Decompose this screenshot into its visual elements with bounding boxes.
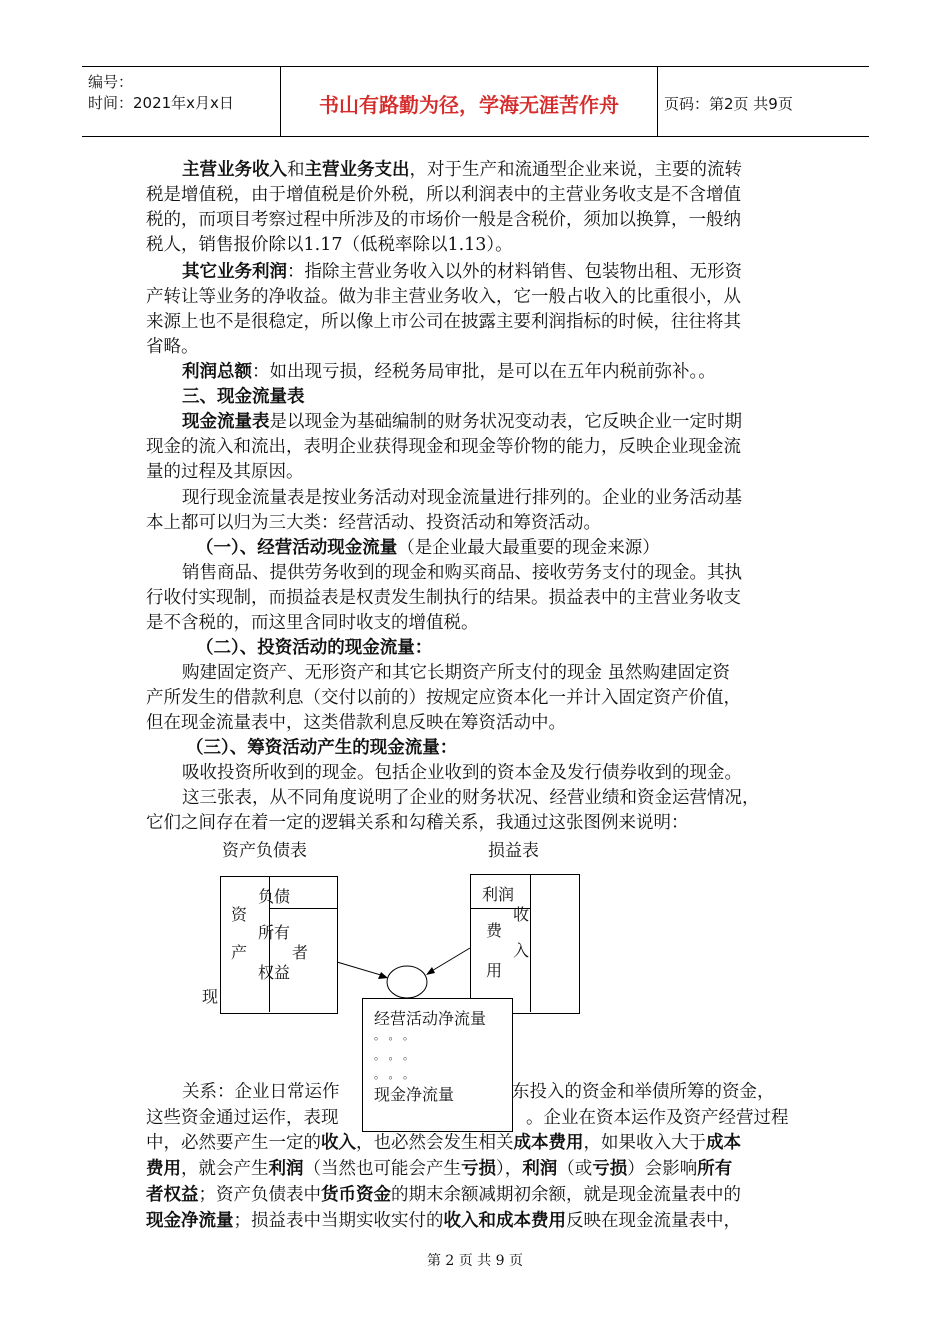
expense-label: 用 [486,961,503,980]
cash-flow-line: 现金净流量 [374,1085,455,1104]
paragraph-line: 现金的流入和流出，表明企业获得现金和现金等价物的能力，反映企业现金流 [146,437,741,457]
equity-label: 所有 [258,923,291,942]
paragraph-line: 这些资金通过运作，表现 [146,1108,339,1128]
liability-label: 负债 [258,887,291,906]
paragraph-line: 东投入的资金和举债所筹的资金， [512,1082,775,1102]
paragraph-line: 其它业务利润：指除主营业务收入以外的材料销售、包装物出租、无形资 [182,262,742,282]
paragraph-line: 税人，销售报价除以1.17（低税率除以1.13）。 [146,235,513,255]
paragraph-line: 关系：企业日常运作 [182,1082,340,1102]
paragraph-line: 省略。 [146,337,199,357]
paragraph-line: 费用，就会产生利润（当然也可能会产生亏损），利润（或亏损）会影响所有 [146,1159,733,1179]
paragraph-line: 它们之间存在着一定的逻辑关系和勾稽关系，我通过这张图例来说明： [146,813,689,833]
subheading: （一）、经营活动现金流量（是企业最大最重要的现金来源） [196,538,660,558]
paragraph-line: 现金流量表是以现金为基础编制的财务状况变动表，它反映企业一定时期 [182,412,742,432]
number-label: 编号： [88,73,134,91]
time-label: 时间：2021年x月x日 [88,94,234,112]
cash-flow-dots: 。 。 。 [374,1068,414,1081]
cash-flow-dots: 。 。 。 [374,1049,414,1062]
cash-flow-dots: 。 。 。 [374,1029,414,1042]
paragraph-line: 行收付实现制，而损益表是权责发生制执行的结果。损益表中的主营业务收支 [146,588,741,608]
income-statement-title: 损益表 [488,841,539,861]
subheading: （三）、筹资活动产生的现金流量： [186,738,458,758]
paragraph-line: 税的，而项目考察过程中所涉及的市场价一般是含税价，须加以换算，一般纳 [146,210,741,230]
paragraph-line: 者权益；资产负债表中货币资金的期末余额减期初余额，就是现金流量表中的 [146,1185,741,1205]
paragraph-line: 吸收投资所收到的现金。包括企业收到的资本金及发行债券收到的现金。 [182,763,742,783]
equity-label: 权益 [258,963,291,982]
paragraph-line: 。企业在资本运作及资产经营过程 [526,1108,789,1128]
balance-sheet-title: 资产负债表 [222,841,307,861]
section-heading: 三、现金流量表 [182,387,305,407]
paragraph-line: 中，必然要产生一定的收入，也必然会发生相关成本费用，如果收入大于成本 [146,1133,741,1153]
paragraph-line: 购建固定资产、无形资产和其它长期资产所支付的现金 虽然购建固定资 [182,663,731,683]
paragraph-line: 主营业务收入和主营业务支出，对于生产和流通型企业来说，主要的流转 [182,160,742,180]
subheading: （二）、投资活动的现金流量： [196,638,433,658]
revenue-label: 入 [513,941,530,960]
motto: 书山有路勤为径，学海无涯苦作舟 [319,93,619,117]
revenue-label: 收 [513,905,530,924]
asset-label: 产 [231,943,248,962]
page-info: 页码：第2页 共9页 [664,95,793,113]
paragraph-line: 是不含税的，而这里含同时收支的增值税。 [146,613,479,633]
paragraph-line: 产所发生的借款利息（交付以前的）按规定应资本化一并计入固定资产价值， [146,688,741,708]
paragraph-line: 产转让等业务的净收益。做为非主营业务收入，它一般占收入的比重很小，从 [146,287,741,307]
equity-label: 者 [292,943,309,962]
cash-label: 现 [202,987,219,1006]
paragraph-line: 这三张表，从不同角度说明了企业的财务状况、经营业绩和资金运营情况， [182,788,760,808]
asset-label: 资 [231,905,248,924]
paragraph-line: 量的过程及其原因。 [146,462,304,482]
paragraph-line: 本上都可以归为三大类：经营活动、投资活动和筹资活动。 [146,513,601,533]
cash-flow-line: 经营活动净流量 [374,1009,487,1028]
paragraph-line: 税是增值税，由于增值税是价外税，所以利润表中的主营业务收支是不含增值 [146,185,741,205]
paragraph-line: 但在现金流量表中，这类借款利息反映在筹资活动中。 [146,713,566,733]
profit-label: 利润 [482,885,515,904]
paragraph-line: 现金净流量；损益表中当期实收实付的收入和成本费用反映在现金流量表中， [146,1211,741,1231]
paragraph-line: 现行现金流量表是按业务活动对现金流量进行排列的。企业的业务活动基 [182,488,742,508]
page-footer: 第 2 页 共 9 页 [426,1253,524,1269]
paragraph-line: 销售商品、提供劳务收到的现金和购买商品、接收劳务支付的现金。其执 [182,563,742,583]
paragraph-line: 利润总额：如出现亏损，经税务局审批，是可以在五年内税前弥补。。 [182,362,716,382]
expense-label: 费 [486,921,503,940]
paragraph-line: 来源上也不是很稳定，所以像上市公司在披露主要利润指标的时候，往往将其 [146,312,741,332]
